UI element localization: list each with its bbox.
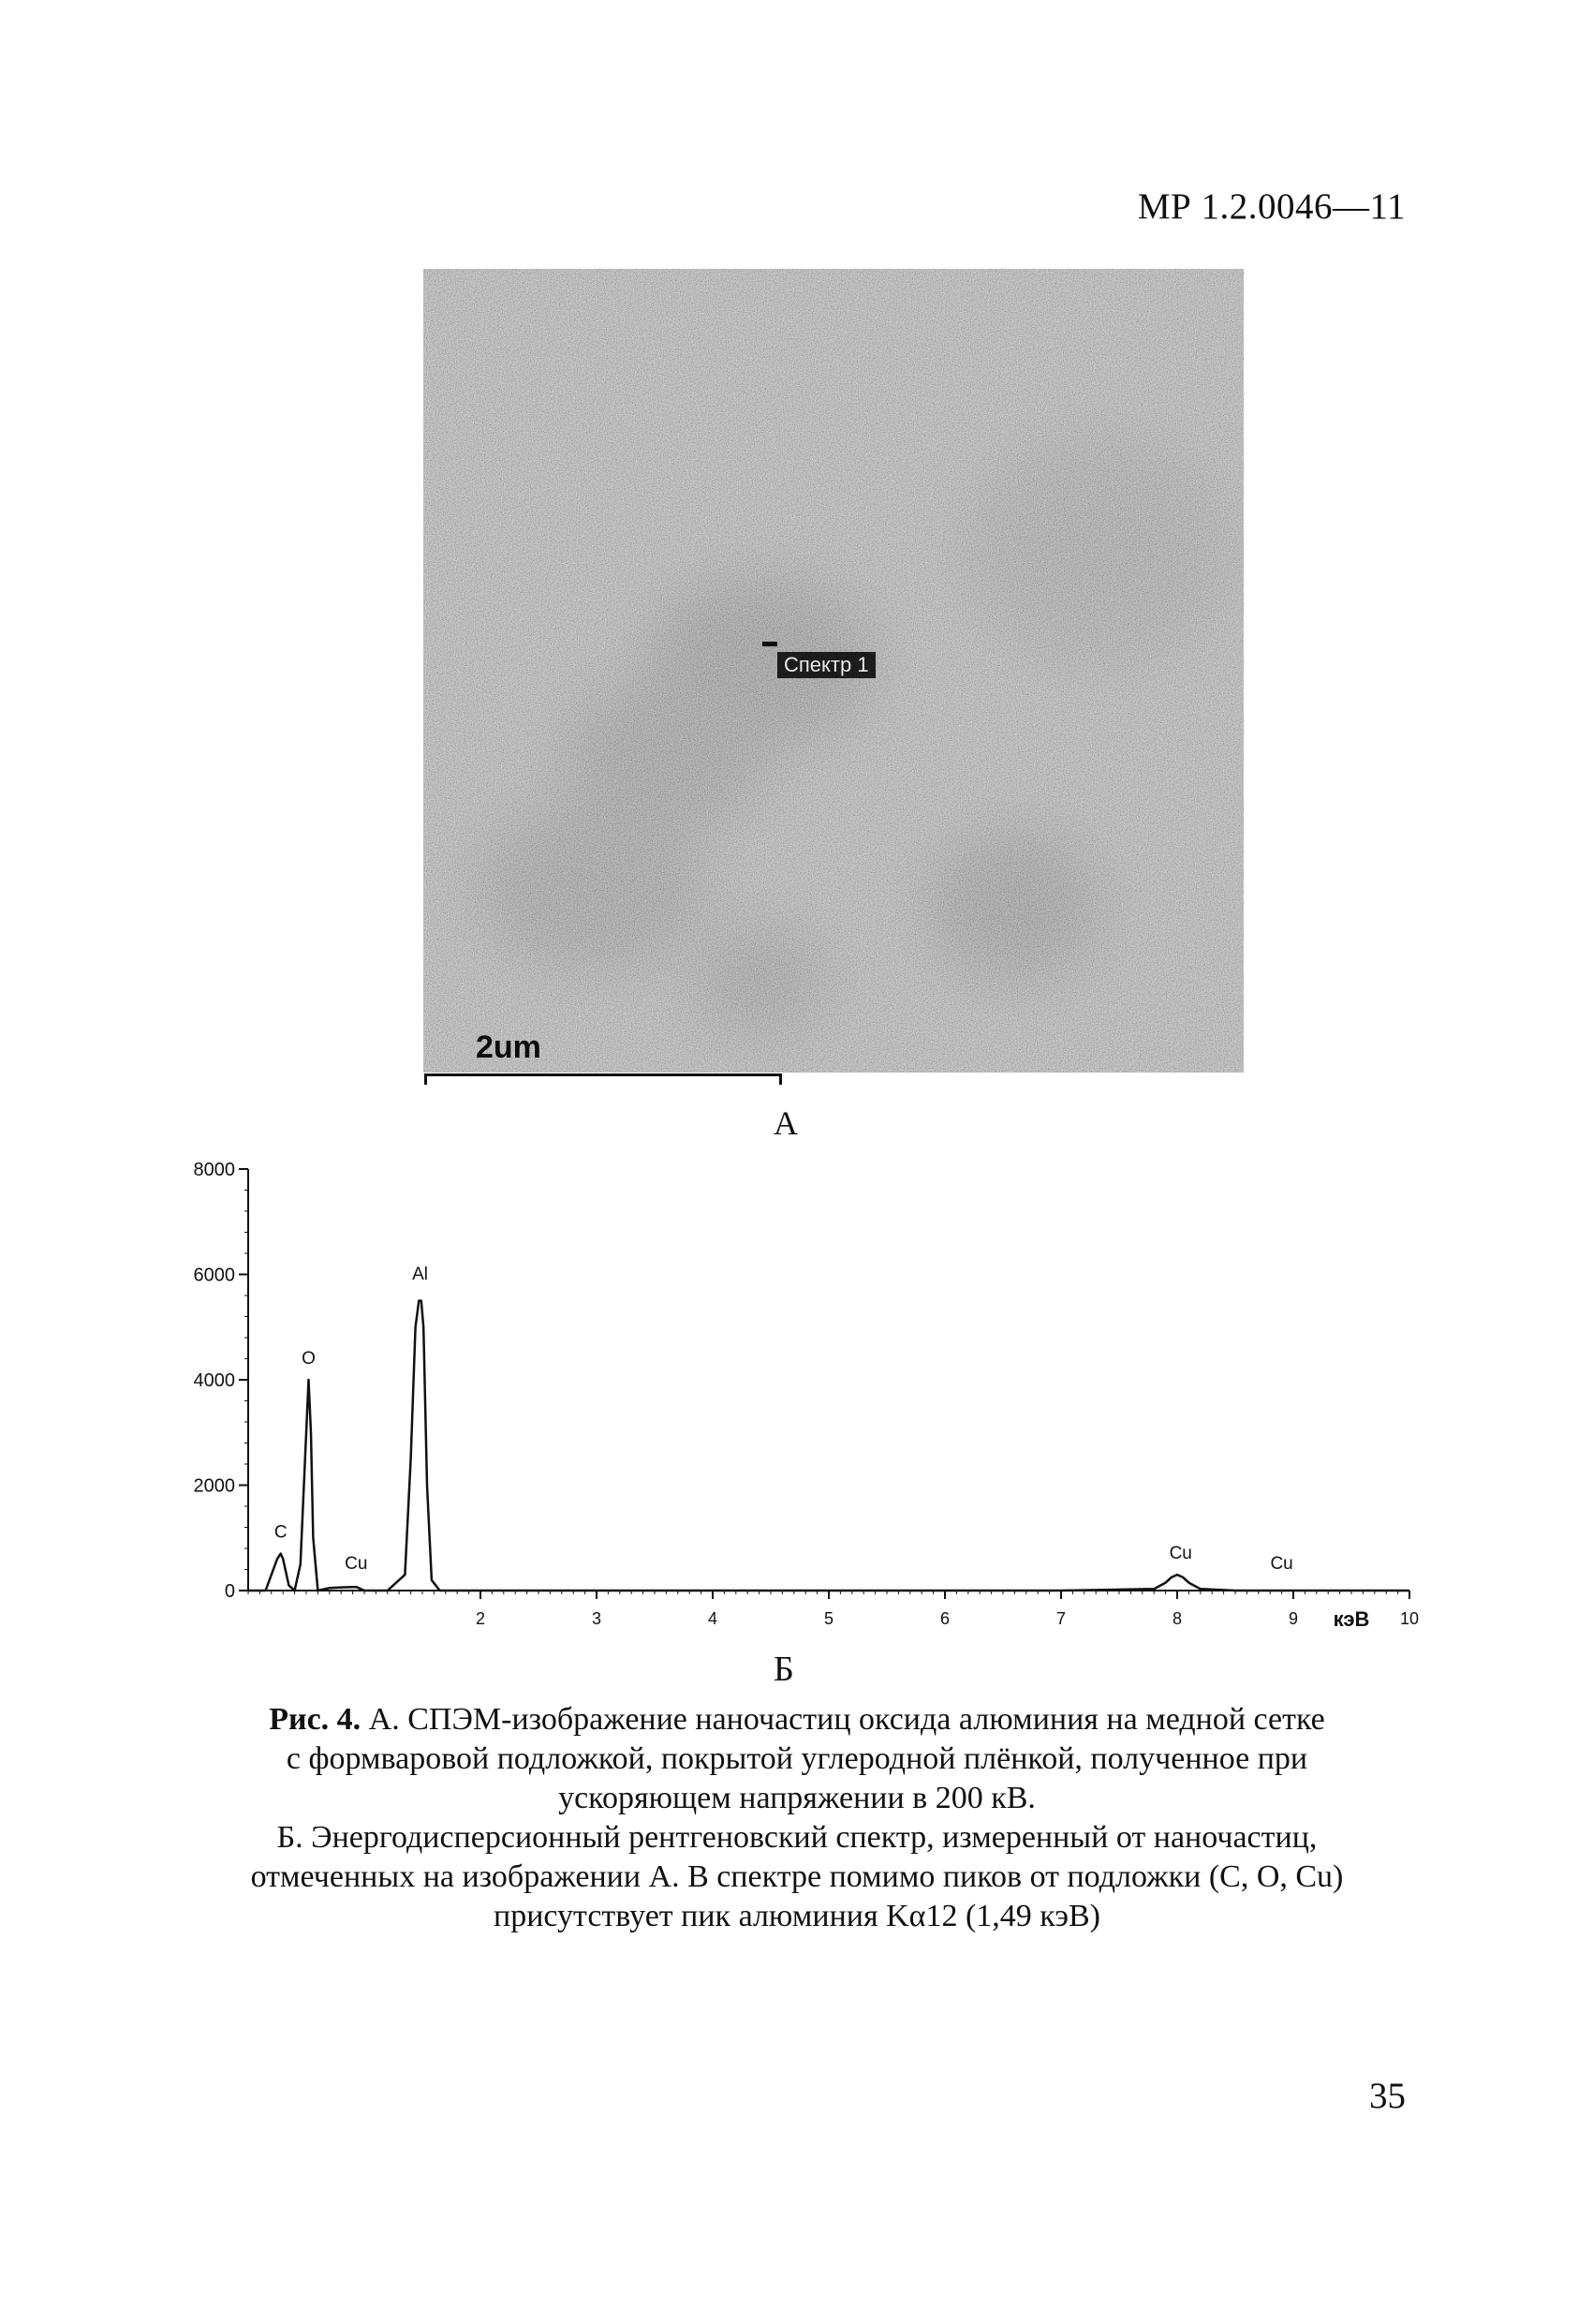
panel-label-b: Б <box>774 1650 794 1689</box>
spectrum-point-marker <box>762 642 777 646</box>
scale-bar <box>424 1073 782 1085</box>
spectrum-tag: Спектр 1 <box>777 652 876 678</box>
peak-label: Cu <box>1169 1543 1192 1563</box>
peak-label: Al <box>412 1264 428 1284</box>
sem-micrograph <box>423 269 1244 1073</box>
peak-label: C <box>273 1522 288 1543</box>
caption-line-3: ускоряющем напряжении в 200 кВ. <box>558 1781 1036 1815</box>
caption-line-2: с формваровой подложкой, покрытой углеродной плёнкой, полученное при <box>286 1741 1308 1776</box>
figure-caption <box>159 1700 1435 1936</box>
scale-bar-label: 2um <box>476 1029 541 1065</box>
x-tick-label: 7 <box>1055 1609 1067 1628</box>
caption-line-5: отмеченных на изображении А. В спектре помимо пиков от подложки (С, О, Cu) <box>250 1859 1344 1894</box>
x-tick-label: 2 <box>475 1609 486 1628</box>
x-tick-label: 4 <box>707 1609 718 1628</box>
caption-line-1-text: А. СПЭМ-изображение наночастиц оксида алюминия на медной сетке <box>361 1702 1325 1737</box>
page-number: 35 <box>1369 2076 1406 2116</box>
x-axis-unit-label: кэВ <box>1333 1607 1370 1631</box>
y-tick-label: 6000 <box>193 1265 235 1286</box>
figure-label: Рис. 4. <box>269 1702 361 1737</box>
panel-label-a: А <box>774 1104 798 1142</box>
x-tick-label: 10 <box>1399 1609 1420 1628</box>
edx-spectrum-chart <box>178 1150 1433 1656</box>
y-tick-label: 8000 <box>193 1160 235 1180</box>
x-tick-label: 5 <box>823 1609 834 1628</box>
x-tick-label: 6 <box>939 1609 951 1628</box>
peak-label: Cu <box>345 1554 368 1575</box>
y-tick-label: 0 <box>224 1581 235 1602</box>
peak-label: Cu <box>1270 1554 1293 1575</box>
peak-label: O <box>302 1348 316 1369</box>
caption-line-4: Б. Энергодисперсионный рентгеновский спектр, измеренный от наночастиц, <box>276 1820 1318 1855</box>
caption-line-6: присутствует пик алюминия Kα12 (1,49 кэВ) <box>494 1899 1100 1933</box>
caption-line-1 <box>159 1700 1435 1739</box>
spectrum-series-line <box>248 1301 1409 1591</box>
x-tick-label: 8 <box>1172 1609 1183 1628</box>
document-code: МР 1.2.0046—11 <box>1137 186 1406 227</box>
x-tick-label: 9 <box>1288 1609 1299 1628</box>
x-tick-label: 3 <box>591 1609 602 1628</box>
y-tick-label: 2000 <box>193 1475 235 1497</box>
y-tick-label: 4000 <box>193 1370 235 1391</box>
